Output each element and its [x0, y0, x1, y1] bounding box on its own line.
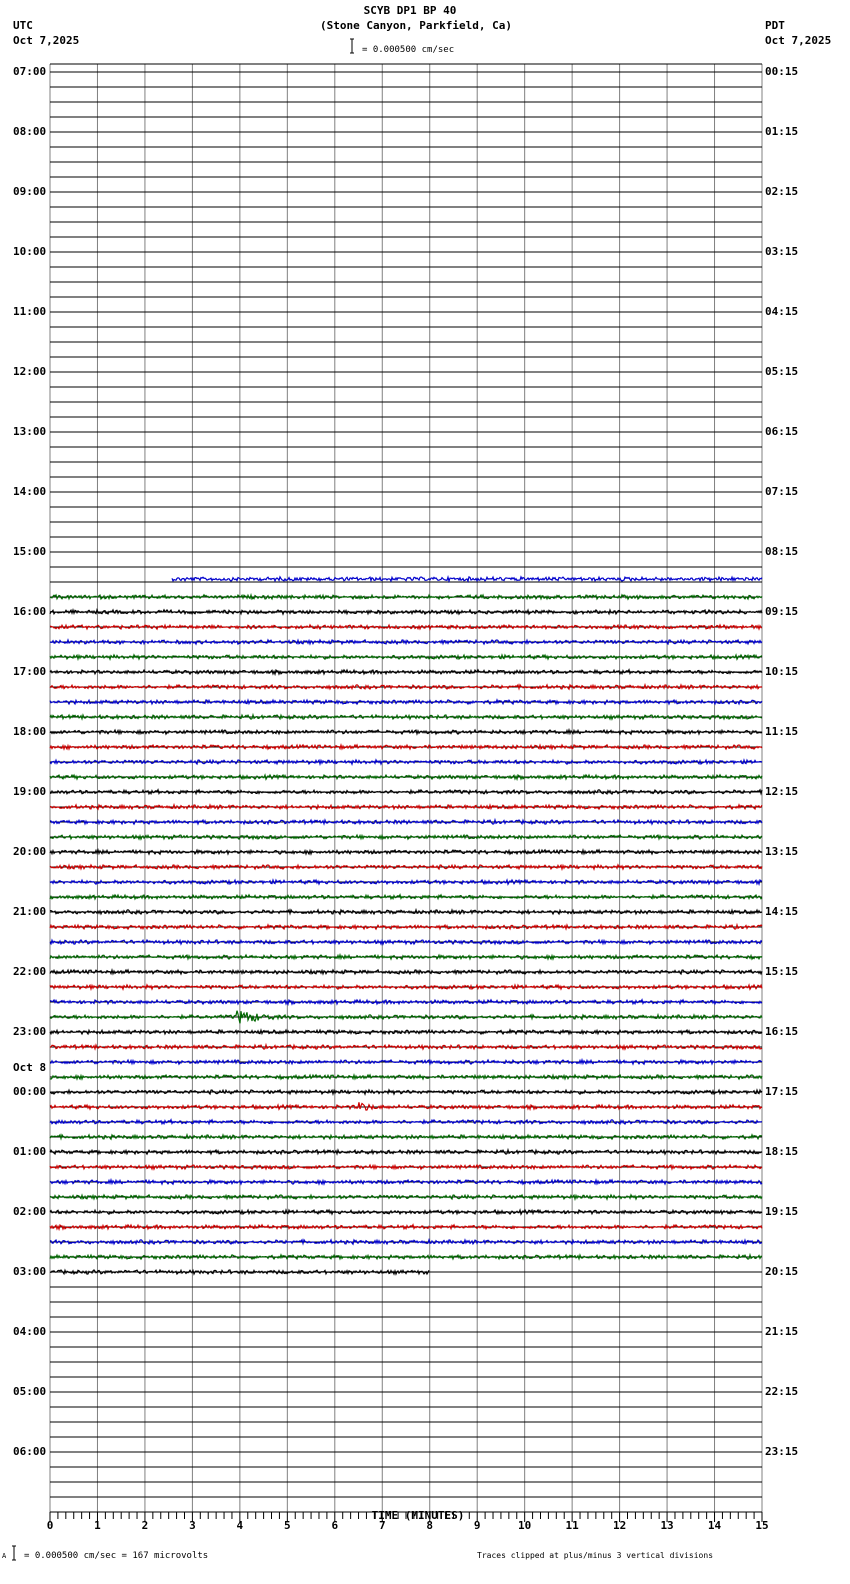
trace-row	[50, 910, 762, 914]
left-hour-label: 13:00	[13, 425, 47, 438]
left-hour-label: 07:00	[13, 65, 47, 78]
x-tick-label: 12	[612, 1519, 627, 1532]
right-hour-label: 15:15	[765, 965, 799, 978]
left-hour-label: 16:00	[13, 605, 47, 618]
x-tick-label: 2	[141, 1519, 149, 1532]
x-tick-label: 8	[426, 1519, 434, 1532]
trace-row	[50, 595, 762, 599]
right-hour-label: 10:15	[765, 665, 799, 678]
right-hour-label: 22:15	[765, 1385, 799, 1398]
right-hour-label: 08:15	[765, 545, 799, 558]
x-tick-label: 9	[473, 1519, 481, 1532]
left-hour-label: 19:00	[13, 785, 47, 798]
x-tick-label: 4	[236, 1519, 244, 1532]
x-tick-label: 5	[284, 1519, 291, 1532]
right-hour-label: 18:15	[765, 1145, 799, 1158]
x-tick-label: 11	[565, 1519, 579, 1532]
right-hour-label: 02:15	[765, 185, 799, 198]
left-hour-label: 03:00	[13, 1265, 47, 1278]
right-hour-label: 04:15	[765, 305, 799, 318]
right-hour-label: 03:15	[765, 245, 799, 258]
x-tick-label: 0	[46, 1519, 54, 1532]
left-hour-label: 05:00	[13, 1385, 47, 1398]
trace-row	[50, 1120, 762, 1124]
right-hour-label: 06:15	[765, 425, 799, 438]
clip-note: Traces clipped at plus/minus 3 vertical divisions	[477, 1551, 714, 1560]
x-tick-label: 3	[189, 1519, 196, 1532]
right-hour-label: 14:15	[765, 905, 799, 918]
right-hour-label: 09:15	[765, 605, 799, 618]
right-hour-label: 19:15	[765, 1205, 799, 1218]
trace-row	[50, 655, 762, 659]
right-hour-label: 20:15	[765, 1265, 799, 1278]
left-hour-label: 00:00	[13, 1085, 47, 1098]
left-hour-label: 23:00	[13, 1025, 47, 1038]
trace-row	[50, 820, 762, 824]
x-tick-label: 7	[378, 1519, 386, 1532]
left-hour-label: 20:00	[13, 845, 47, 858]
right-hour-label: 07:15	[765, 485, 799, 498]
x-tick-label: 6	[331, 1519, 339, 1532]
left-hour-label: 08:00	[13, 125, 47, 138]
trace-row	[50, 880, 762, 884]
x-axis-label: TIME (MINUTES)	[371, 1509, 465, 1522]
trace-row	[50, 1102, 762, 1110]
left-hour-label: 06:00	[13, 1445, 47, 1458]
left-timezone: UTC	[13, 19, 33, 32]
left-hour-label: 02:00	[13, 1205, 47, 1218]
left-hour-label: 10:00	[13, 245, 47, 258]
right-hour-label: 12:15	[765, 785, 799, 798]
left-hour-label: 22:00	[13, 965, 47, 978]
left-hour-label: 12:00	[13, 365, 47, 378]
left-hour-label: 17:00	[13, 665, 47, 678]
x-tick-label: 15	[755, 1519, 769, 1532]
right-timezone: PDT	[765, 19, 785, 32]
trace-row	[50, 1090, 762, 1094]
trace-row	[50, 1150, 762, 1154]
scale-label: = 0.000500 cm/sec	[362, 45, 455, 55]
left-hour-label: 21:00	[13, 905, 47, 918]
x-tick-label: 10	[518, 1519, 532, 1532]
trace-row	[50, 955, 762, 959]
left-hour-label: 18:00	[13, 725, 47, 738]
trace-row	[50, 1030, 762, 1034]
left-hour-label: 11:00	[13, 305, 47, 318]
right-hour-label: 05:15	[765, 365, 799, 378]
x-tick-label: 14	[707, 1519, 722, 1532]
right-hour-label: 17:15	[765, 1085, 799, 1098]
chart-subtitle: (Stone Canyon, Parkfield, Ca)	[319, 19, 513, 32]
right-hour-label: 00:15	[765, 65, 799, 78]
right-date: Oct 7,2025	[765, 34, 832, 47]
right-hour-label: 23:15	[765, 1445, 799, 1458]
right-hour-label: 01:15	[765, 125, 799, 138]
right-hour-label: 21:15	[765, 1325, 799, 1338]
trace-row	[50, 940, 762, 944]
right-hour-label: 11:15	[765, 725, 799, 738]
trace-row	[50, 640, 762, 644]
x-tick-label: 13	[660, 1519, 674, 1532]
right-hour-label: 16:15	[765, 1025, 799, 1038]
chart-title: SCYB DP1 BP 40	[363, 4, 457, 17]
date-change-label: Oct 8	[13, 1061, 47, 1074]
left-hour-label: 01:00	[13, 1145, 47, 1158]
left-hour-label: 09:00	[13, 185, 47, 198]
trace-row	[172, 577, 762, 581]
x-tick-label: 1	[94, 1519, 101, 1532]
left-hour-label: 14:00	[13, 485, 47, 498]
trace-row	[50, 1255, 762, 1259]
left-date: Oct 7,2025	[13, 34, 80, 47]
right-hour-label: 13:15	[765, 845, 799, 858]
footer-scale-prefix: A	[2, 1552, 7, 1560]
left-hour-label: 15:00	[13, 545, 47, 558]
footer-scale-text: = 0.000500 cm/sec = 167 microvolts	[24, 1551, 209, 1561]
left-hour-label: 04:00	[13, 1325, 47, 1338]
